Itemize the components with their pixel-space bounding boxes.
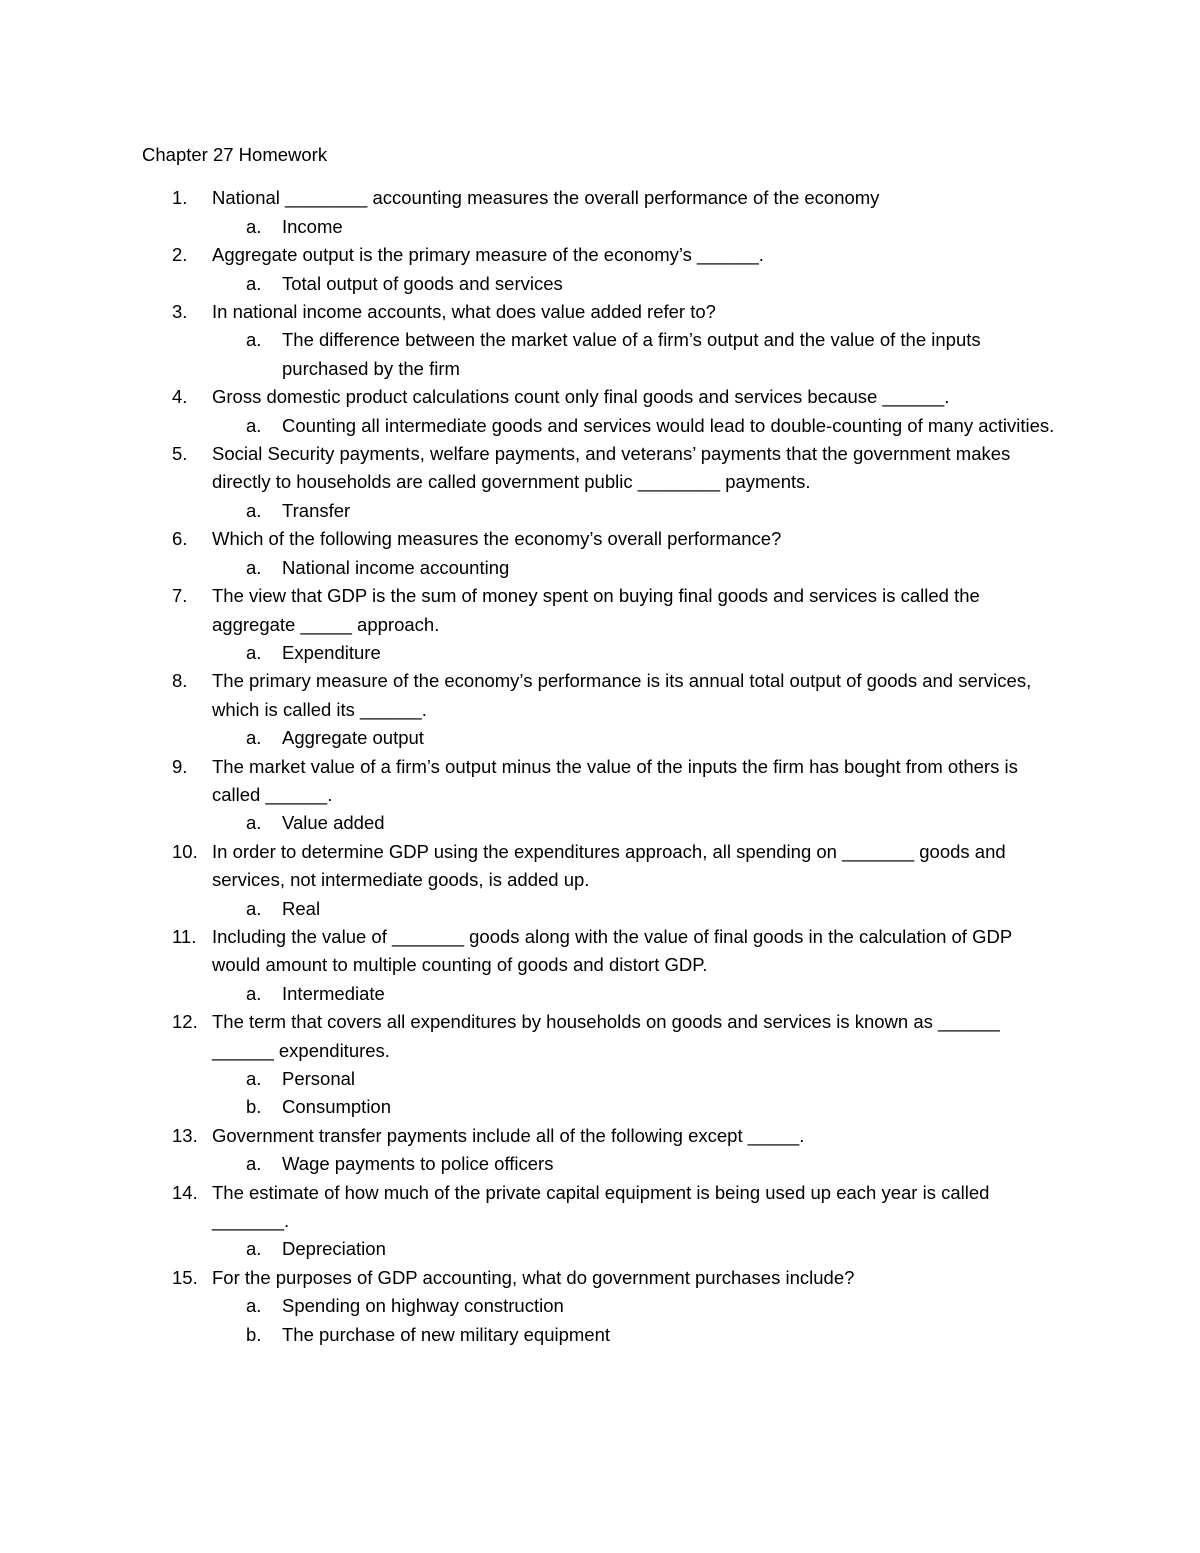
answer-list: [212, 497, 1060, 525]
answer-list: [212, 639, 1060, 667]
answer-item: [212, 1065, 1060, 1093]
answer-letter: a.: [246, 897, 262, 919]
answer-letter: a.: [246, 727, 262, 749]
answer-text: Intermediate: [282, 982, 385, 1004]
answer-letter: b.: [246, 1096, 262, 1118]
question-text: The primary measure of the economy’s performance is its annual total output of goods and services, which is called its ______.: [212, 670, 1032, 720]
question-list: [142, 184, 1060, 1349]
answer-text: National income accounting: [282, 556, 510, 578]
question-number: 12.: [172, 1011, 198, 1033]
answer-list: [212, 554, 1060, 582]
question-text: In national income accounts, what does value added refer to?: [212, 301, 716, 323]
answer-text: Expenditure: [282, 641, 381, 663]
answer-text: Transfer: [282, 499, 351, 521]
answer-text: Value added: [282, 812, 385, 834]
answer-letter: a.: [246, 1068, 262, 1089]
document-title: Chapter 27 Homework: [142, 144, 328, 165]
answer-letter: a.: [246, 1295, 262, 1317]
answer-letter: a.: [246, 982, 262, 1004]
question-number: 10.: [172, 840, 198, 862]
question-text: The estimate of how much of the private capital equipment is being used up each year is called _______.: [212, 1181, 990, 1232]
answer-item: [212, 412, 1060, 440]
answer-letter: a.: [246, 414, 262, 436]
question-item: [142, 923, 1060, 1008]
answer-text: The difference between the market value of a firm’s output and the value of the inputs purchased by the firm: [282, 329, 981, 379]
question-item: [142, 184, 1060, 241]
answer-item: [212, 554, 1060, 582]
answer-text: Depreciation: [282, 1238, 386, 1260]
question-number: 14.: [172, 1181, 198, 1203]
answer-letter: a.: [246, 499, 262, 521]
answer-item: [212, 1093, 1060, 1121]
answer-letter: a.: [246, 329, 262, 351]
answer-text: Consumption: [282, 1096, 392, 1118]
answer-text: Wage payments to police officers: [282, 1153, 554, 1175]
question-text: Social Security payments, welfare payments, and veterans’ payments that the government makes directly to households are called government public ________ payments.: [212, 443, 1011, 493]
answer-list: [212, 809, 1060, 837]
answer-letter: a.: [246, 812, 262, 834]
answer-text: Total output of goods and services: [282, 272, 563, 294]
answer-list: [212, 1065, 1060, 1122]
question-item: [142, 1008, 1060, 1122]
answer-item: [212, 639, 1060, 667]
answer-item: [212, 326, 1060, 383]
answer-text: The purchase of new military equipment: [282, 1323, 611, 1345]
question-item: [142, 241, 1060, 298]
question-item: [142, 667, 1060, 752]
question-number: 2.: [172, 244, 188, 266]
question-item: [142, 1264, 1060, 1349]
answer-text: Real: [282, 897, 321, 919]
question-item: [142, 440, 1060, 525]
answer-item: [212, 1292, 1060, 1320]
answer-list: [212, 213, 1060, 241]
answer-list: [212, 895, 1060, 923]
answer-item: [212, 270, 1060, 298]
question-number: 8.: [172, 670, 188, 692]
question-text: In order to determine GDP using the expenditures approach, all spending on _______ goods and services, not intermediate goods, is added up.: [212, 840, 1006, 891]
question-text: The term that covers all expenditures by households on goods and services is known as ______ ______ expenditures.: [212, 1011, 1000, 1061]
answer-letter: b.: [246, 1323, 262, 1345]
question-text: Gross domestic product calculations count only final goods and services because ______.: [212, 386, 950, 408]
question-item: [142, 525, 1060, 582]
answer-text: Aggregate output: [282, 727, 424, 749]
answer-letter: a.: [246, 556, 262, 578]
question-number: 5.: [172, 443, 188, 465]
answer-text: Income: [282, 215, 343, 237]
question-number: 15.: [172, 1266, 198, 1288]
answer-list: [212, 1150, 1060, 1178]
answer-list: [212, 326, 1060, 383]
answer-letter: a.: [246, 1238, 262, 1260]
answer-item: [212, 497, 1060, 525]
answer-letter: a.: [246, 1153, 262, 1175]
question-number: 3.: [172, 301, 188, 323]
answer-letter: a.: [246, 215, 262, 237]
answer-item: [212, 1150, 1060, 1178]
answer-item: [212, 895, 1060, 923]
answer-item: [212, 1235, 1060, 1263]
question-text: Aggregate output is the primary measure of the economy’s ______.: [212, 244, 764, 266]
question-number: 4.: [172, 386, 188, 408]
question-item: [142, 753, 1060, 838]
question-text: For the purposes of GDP accounting, what do government purchases include?: [212, 1266, 855, 1288]
answer-item: [212, 980, 1060, 1008]
answer-list: [212, 724, 1060, 752]
question-text: Including the value of _______ goods along with the value of final goods in the calculation of GDP would amount to multiple counting of goods and distort GDP.: [212, 925, 1012, 976]
answer-item: [212, 213, 1060, 241]
answer-text: Spending on highway construction: [282, 1295, 564, 1317]
answer-letter: a.: [246, 641, 262, 663]
question-number: 7.: [172, 585, 188, 607]
question-text: Which of the following measures the economy’s overall performance?: [212, 528, 782, 550]
question-number: 13.: [172, 1124, 198, 1146]
question-item: [142, 1122, 1060, 1179]
answer-list: [212, 1235, 1060, 1263]
question-number: 6.: [172, 528, 188, 550]
question-item: [142, 383, 1060, 440]
answer-item: [212, 1321, 1060, 1349]
question-number: 9.: [172, 755, 188, 777]
answer-text: Counting all intermediate goods and services would lead to double-counting of many activities.: [282, 414, 1055, 436]
answer-item: [212, 809, 1060, 837]
question-number: 1.: [172, 187, 188, 209]
answer-text: Personal: [282, 1068, 356, 1089]
question-item: [142, 582, 1060, 667]
answer-list: [212, 412, 1060, 440]
question-text: Government transfer payments include all of the following except _____.: [212, 1124, 805, 1146]
answer-list: [212, 1292, 1060, 1349]
question-text: The market value of a firm’s output minus the value of the inputs the firm has bought from others is called ______.: [212, 755, 1018, 805]
answer-letter: a.: [246, 272, 262, 294]
question-number: 11.: [172, 925, 197, 947]
answer-list: [212, 270, 1060, 298]
question-item: [142, 1179, 1060, 1264]
answer-item: [212, 724, 1060, 752]
question-item: [142, 298, 1060, 383]
question-item: [142, 838, 1060, 923]
question-text: National ________ accounting measures the overall performance of the economy: [212, 187, 880, 209]
answer-list: [212, 980, 1060, 1008]
question-text: The view that GDP is the sum of money spent on buying final goods and services is called the aggregate _____ approach.: [212, 585, 980, 635]
